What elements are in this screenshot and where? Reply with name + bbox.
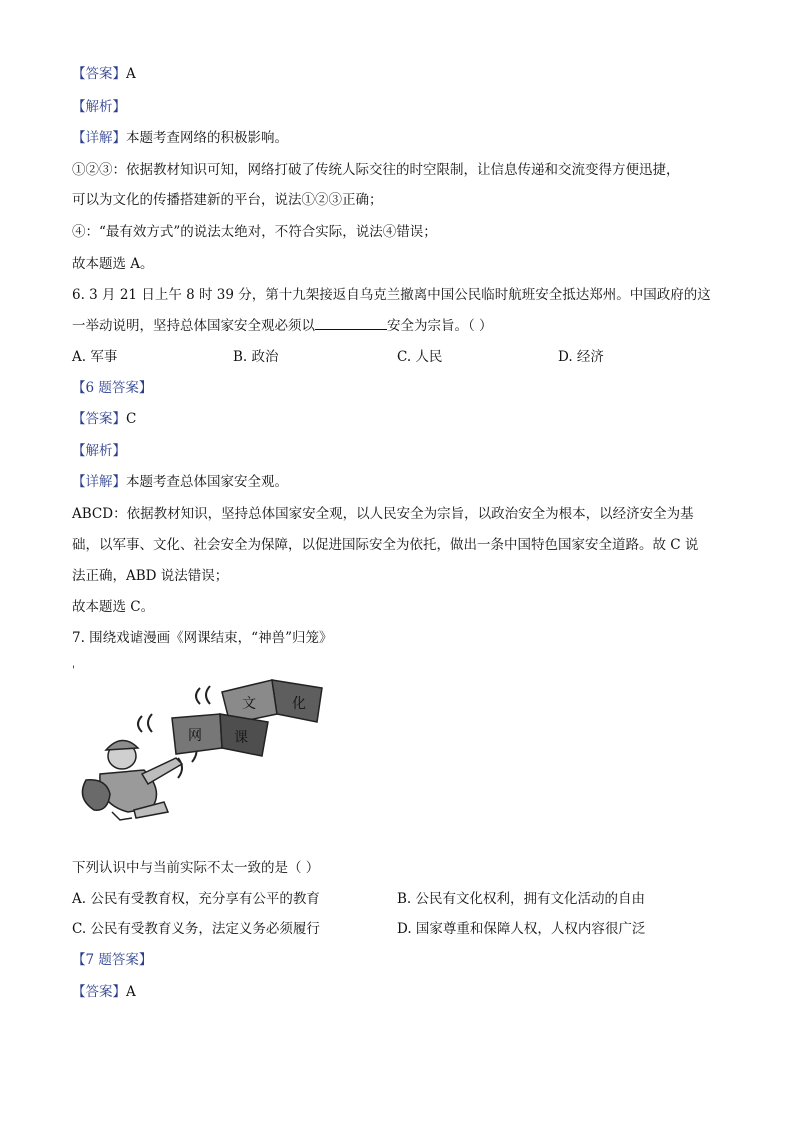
q6-option-b: B. 政治 — [233, 349, 279, 365]
book-label-3: 网 — [188, 728, 202, 744]
book-online-class — [172, 714, 268, 756]
q6-explanation-line-1: ABCD：依据教材知识，坚持总体国家安全观，以人民安全为宗旨，以政治安全为根本，以经济安全为基 — [72, 506, 694, 522]
q6-detail-text: 本题考查总体国家安全观。 — [126, 474, 288, 490]
q6-answer-blank — [315, 315, 387, 330]
q7-option-b: B. 公民有文化权利，拥有文化活动的自由 — [397, 891, 646, 907]
q6-stem-line-1: 6. 3 月 21 日上午 8 时 39 分，第十九架接返自乌克兰撤离中国公民临时航班安全抵达郑州。中国政府的这 — [72, 287, 711, 303]
detail-tag: 【详解】 — [72, 130, 126, 146]
q7-question: 下列认识中与当前实际不太一致的是（ ） — [72, 860, 320, 876]
student-figure — [82, 740, 182, 820]
q6-stem-part-a: 一举动说明，坚持总体国家安全观必须以 — [72, 318, 315, 334]
q6-detail-tag: 【详解】 — [72, 474, 126, 490]
cartoon-image — [72, 662, 342, 822]
q6-answer-line — [72, 409, 136, 429]
book-label-4: 课 — [234, 730, 248, 746]
q7-answer-line — [72, 982, 136, 1002]
answer-line — [72, 64, 136, 84]
q6-stem-part-b: 安全为宗旨。（ ） — [387, 318, 493, 334]
q6-answer-tag: 【答案】 — [72, 411, 126, 427]
q6-stem-line-2 — [72, 315, 493, 336]
detail-text: 本题考查网络的积极影响。 — [126, 130, 288, 146]
book-label-2: 化 — [292, 696, 306, 712]
q6-option-a: A. 军事 — [72, 349, 118, 365]
book-label-1: 文 — [242, 696, 256, 712]
q7-option-a: A. 公民有受教育权，充分享有公平的教育 — [72, 891, 320, 907]
q7-option-c: C. 公民有受教育义务，法定义务必须履行 — [72, 921, 320, 937]
q6-conclusion: 故本题选 C。 — [72, 599, 155, 615]
detail-line — [72, 128, 288, 148]
conclusion-line: 故本题选 A。 — [72, 256, 154, 272]
analysis-tag: 【解析】 — [72, 99, 126, 115]
q6-answer-value: C — [126, 411, 137, 427]
q6-detail-line — [72, 472, 288, 492]
answer-value: A — [126, 66, 136, 82]
q7-answer-tag: 【答案】 — [72, 984, 126, 1000]
q6-explanation-line-3: 法正确，ABD 说法错误； — [72, 568, 229, 584]
q7-option-d: D. 国家尊重和保障人权，人权内容很广泛 — [397, 921, 646, 937]
answer-tag: 【答案】 — [72, 66, 126, 82]
q7-answer-header: 【7 题答案】 — [72, 952, 153, 968]
q6-option-d: D. 经济 — [558, 349, 604, 365]
q7-stem: 7. 围绕戏谑漫画《网课结束，“神兽”归笼》 — [72, 630, 333, 646]
explanation-line-1: ①②③：依据教材知识可知，网络打破了传统人际交往的时空限制，让信息传递和交流变得方便迅捷， — [72, 162, 680, 178]
q6-option-c: C. 人民 — [397, 349, 443, 365]
explanation-line-2: 可以为文化的传播搭建新的平台，说法①②③正确； — [72, 192, 383, 208]
q7-answer-value: A — [126, 984, 136, 1000]
stray-mark: ' — [72, 665, 75, 676]
explanation-line-3: ④：“最有效方式”的说法太绝对，不符合实际，说法④错误； — [72, 224, 437, 240]
q6-answer-header: 【6 题答案】 — [72, 380, 153, 396]
q6-explanation-line-2: 础，以军事、文化、社会安全为保障，以促进国际安全为依托，做出一条中国特色国家安全道路。故 C 说 — [72, 537, 699, 553]
q6-analysis-tag: 【解析】 — [72, 443, 126, 459]
